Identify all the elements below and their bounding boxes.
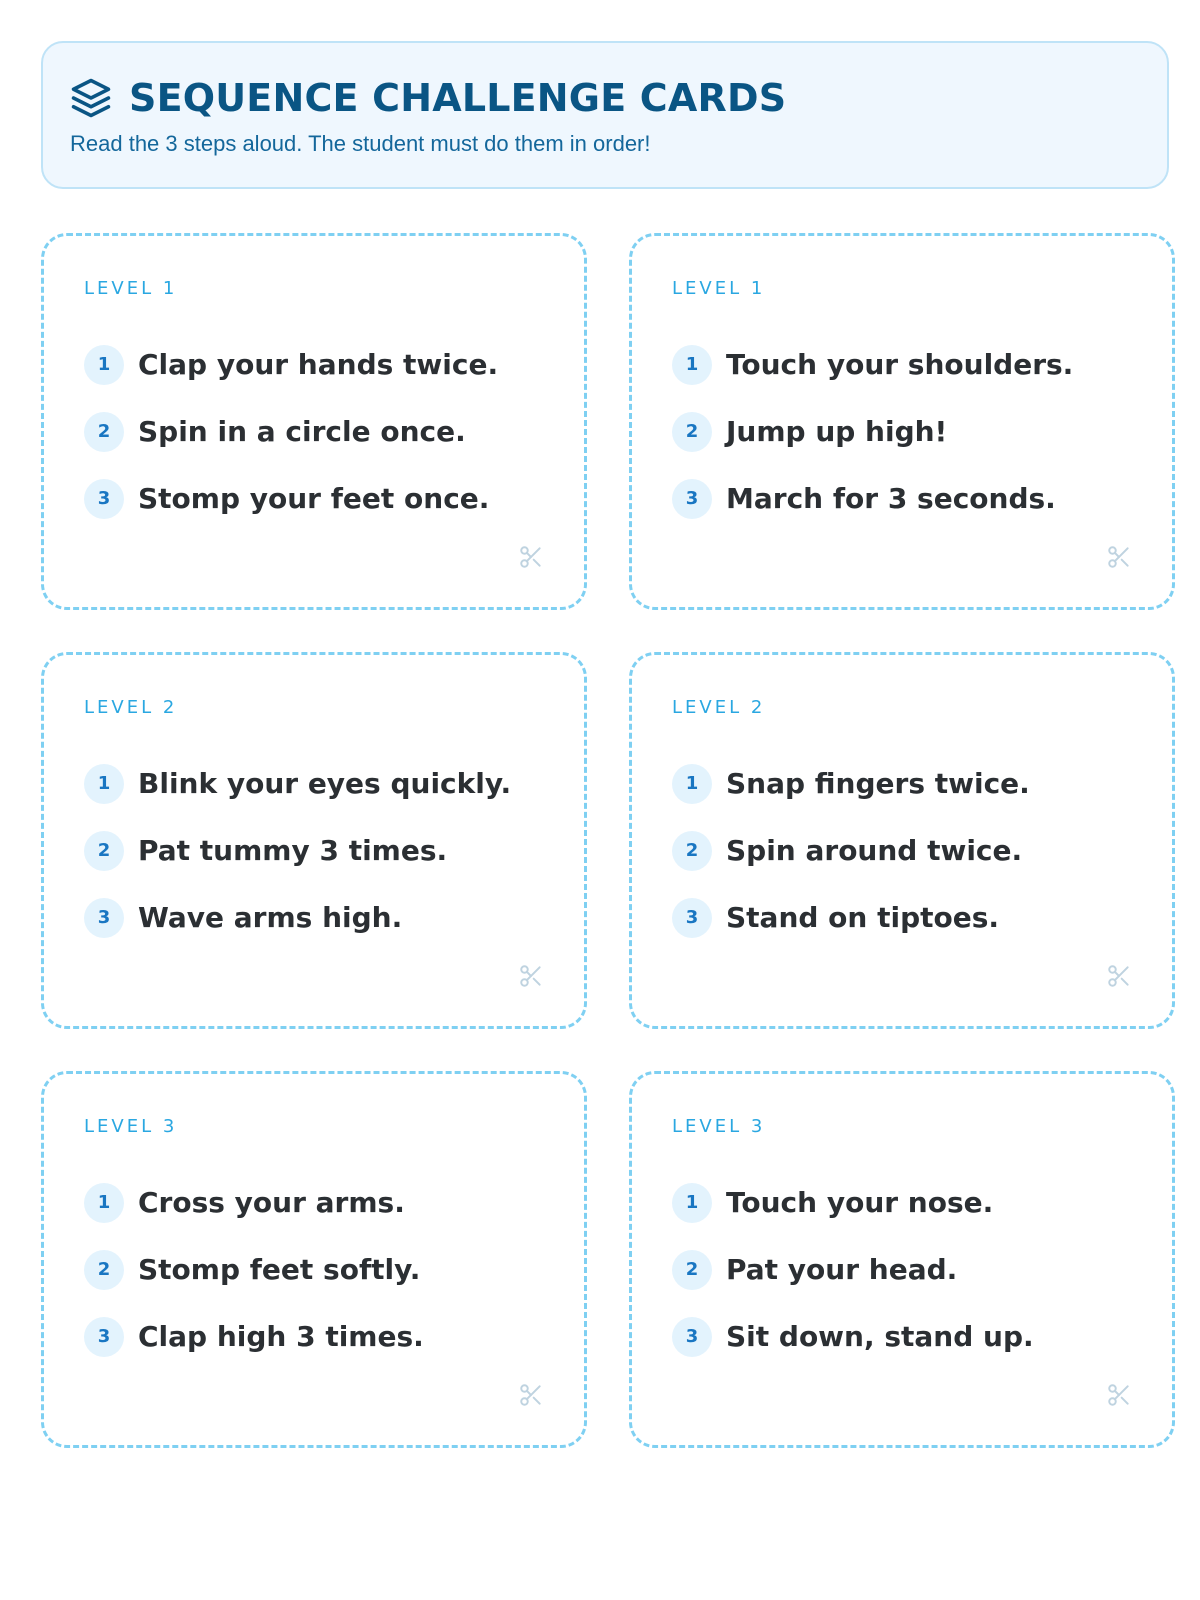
step-item (672, 884, 1030, 951)
card-level-label: LEVEL 2 (672, 697, 766, 718)
step-text: Stand on tiptoes. (726, 901, 1000, 934)
challenge-card (41, 1071, 587, 1448)
step-text: Clap your hands twice. (138, 348, 499, 381)
step-number-badge: 1 (84, 345, 124, 385)
step-item (84, 465, 498, 532)
step-text: Snap fingers twice. (726, 767, 1030, 800)
step-item (672, 1303, 1034, 1370)
step-text: Pat your head. (726, 1253, 958, 1286)
card-level-label: LEVEL 3 (672, 1116, 766, 1137)
challenge-card (629, 652, 1175, 1029)
step-list (672, 750, 1030, 951)
step-item (84, 817, 511, 884)
step-text: Touch your shoulders. (726, 348, 1074, 381)
step-number-badge: 2 (84, 412, 124, 452)
step-text: Stomp feet softly. (138, 1253, 421, 1286)
step-list (672, 1169, 1034, 1370)
step-number-badge: 3 (672, 898, 712, 938)
card-level-label: LEVEL 1 (672, 278, 766, 299)
step-number-badge: 1 (672, 1183, 712, 1223)
scissors-icon (1106, 963, 1132, 989)
step-number-badge: 3 (672, 1317, 712, 1357)
challenge-card (41, 652, 587, 1029)
step-item (84, 331, 498, 398)
step-list (84, 1169, 424, 1370)
step-item (84, 750, 511, 817)
step-list (84, 331, 498, 532)
step-list (84, 750, 511, 951)
step-text: Pat tummy 3 times. (138, 834, 448, 867)
step-item (672, 331, 1073, 398)
step-item (672, 1169, 1034, 1236)
step-number-badge: 2 (672, 1250, 712, 1290)
step-text: Wave arms high. (138, 901, 403, 934)
step-item (672, 398, 1073, 465)
step-item (84, 1169, 424, 1236)
step-number-badge: 3 (672, 479, 712, 519)
step-item (672, 750, 1030, 817)
step-text: Cross your arms. (138, 1186, 405, 1219)
challenge-card (629, 1071, 1175, 1448)
step-text: Sit down, stand up. (726, 1320, 1034, 1353)
page-title: SEQUENCE CHALLENGE CARDS (129, 76, 787, 120)
step-text: Stomp your feet once. (138, 482, 490, 515)
layers-icon (70, 77, 112, 119)
scissors-icon (518, 1382, 544, 1408)
step-item (84, 1236, 424, 1303)
card-level-label: LEVEL 2 (84, 697, 178, 718)
challenge-card (629, 233, 1175, 610)
step-text: Touch your nose. (726, 1186, 994, 1219)
step-number-badge: 3 (84, 898, 124, 938)
step-number-badge: 1 (84, 764, 124, 804)
scissors-icon (518, 963, 544, 989)
scissors-icon (1106, 544, 1132, 570)
step-item (84, 398, 498, 465)
card-level-label: LEVEL 3 (84, 1116, 178, 1137)
step-item (672, 1236, 1034, 1303)
step-list (672, 331, 1073, 532)
step-number-badge: 3 (84, 1317, 124, 1357)
step-number-badge: 2 (84, 831, 124, 871)
step-item (672, 817, 1030, 884)
step-number-badge: 2 (84, 1250, 124, 1290)
step-number-badge: 2 (672, 412, 712, 452)
step-text: March for 3 seconds. (726, 482, 1056, 515)
scissors-icon (1106, 1382, 1132, 1408)
step-text: Spin in a circle once. (138, 415, 466, 448)
step-number-badge: 3 (84, 479, 124, 519)
challenge-card (41, 233, 587, 610)
step-number-badge: 1 (672, 345, 712, 385)
step-item (84, 1303, 424, 1370)
header-title-row (70, 73, 786, 123)
page-subtitle: Read the 3 steps aloud. The student must do them in order! (70, 131, 651, 156)
step-number-badge: 2 (672, 831, 712, 871)
step-text: Spin around twice. (726, 834, 1023, 867)
card-level-label: LEVEL 1 (84, 278, 178, 299)
scissors-icon (518, 544, 544, 570)
step-number-badge: 1 (84, 1183, 124, 1223)
step-text: Blink your eyes quickly. (138, 767, 512, 800)
step-number-badge: 1 (672, 764, 712, 804)
step-text: Jump up high! (726, 415, 948, 448)
step-item (672, 465, 1073, 532)
step-text: Clap high 3 times. (138, 1320, 424, 1353)
header-banner (41, 41, 1169, 189)
step-item (84, 884, 511, 951)
